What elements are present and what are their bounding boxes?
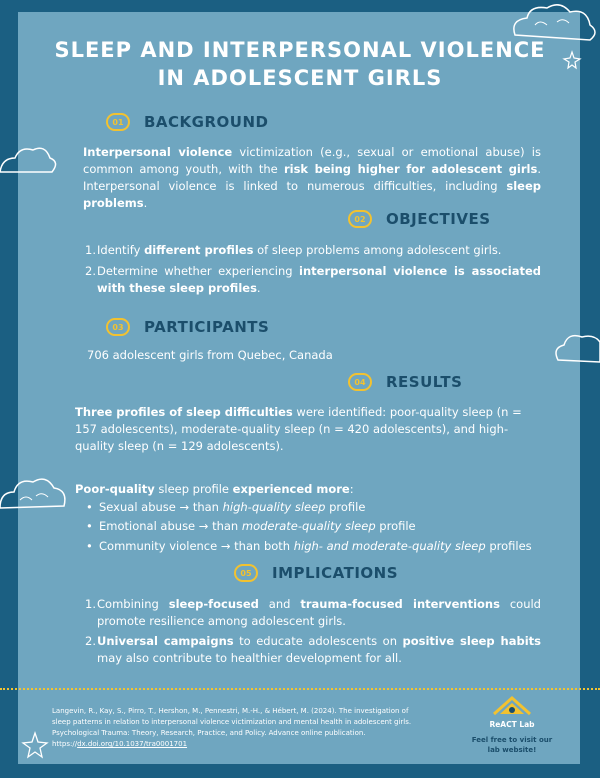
section-background-heading [106,113,268,131]
cloud-left-icon [0,140,60,180]
section-number-badge: 04 [348,373,372,391]
title-line-2: IN ADOLESCENT GIRLS [157,66,443,90]
cloud-right-icon [552,328,600,368]
footer-divider [0,688,600,690]
section-number-badge: 02 [348,210,372,228]
result-bullet: • Emotional abuse → than moderate-quality sleep profile [86,519,416,533]
objective-item: 1. Identify different profiles of sleep problems among adolescent girls. [85,243,502,257]
section-title: RESULTS [386,373,463,391]
page-title [0,36,600,92]
implication-item: 1. Combining sleep-focused and trauma-focused interventions could promote resilience among adolescent girls. [85,597,541,628]
lab-logo-icon [490,694,534,716]
cloud-bottom-left-icon [0,470,70,515]
star-icon [20,730,50,760]
section-results-heading [348,373,462,391]
reference-citation: Langevin, R., Kay, S., Pirro, T., Hershon, M., Pennestri, M.-H., & Hébert, M. (2024). The investigation of sleep patterns in relation to interpersonal violence victimization and mental health in adolescent girls. Psychological Trauma: Theory, Research, Practice, and Policy. Advance online publication. https://dx.doi.org/10.1037/tra0001701 [52,707,412,748]
section-participants-heading [106,318,269,336]
section-title: OBJECTIVES [386,210,491,228]
section-number-badge: 01 [106,113,130,131]
implication-item: 2. Universal campaigns to educate adolescents on positive sleep habits may also contribute to healthier development for all. [85,634,541,665]
results-poor-quality-text: Poor-quality sleep profile experienced more: [75,482,354,496]
section-title: PARTICIPANTS [144,318,270,336]
doi-link[interactable]: dx.doi.org/10.1037/tra0001701 [77,740,188,748]
react-lab-logo[interactable] [470,694,554,755]
section-implications-heading [234,564,398,582]
title-line-1: SLEEP AND INTERPERSONAL VIOLENCE [54,38,546,62]
results-text: Three profiles of sleep difficulties were identified: poor-quality sleep (n = 157 adolescents), moderate-quality sleep (n = 420 adolescents), and high-quality sleep (n = 129 adolescents). [75,405,522,453]
background-text: Interpersonal violence victimization (e.g., sexual or emotional abuse) is common among youth, with the risk being higher for adolescent girls. Interpersonal violence is linked to numerous difficulties, including sleep problems. [83,145,541,210]
section-objectives-heading [348,210,491,228]
section-title: IMPLICATIONS [272,564,399,582]
visit-website-text: Feel free to visit our lab website! [471,736,553,754]
objective-item: 2. Determine whether experiencing interpersonal violence is associated with these sleep profiles. [85,264,541,295]
section-number-badge: 05 [234,564,258,582]
section-title: BACKGROUND [144,113,269,131]
lab-name: ReACT Lab [489,720,535,729]
section-number-badge: 03 [106,318,130,336]
result-bullet: • Community violence → than both high- and moderate-quality sleep profiles [86,539,532,553]
participants-text: 706 adolescent girls from Quebec, Canada [87,348,333,362]
result-bullet: • Sexual abuse → than high-quality sleep profile [86,500,366,514]
